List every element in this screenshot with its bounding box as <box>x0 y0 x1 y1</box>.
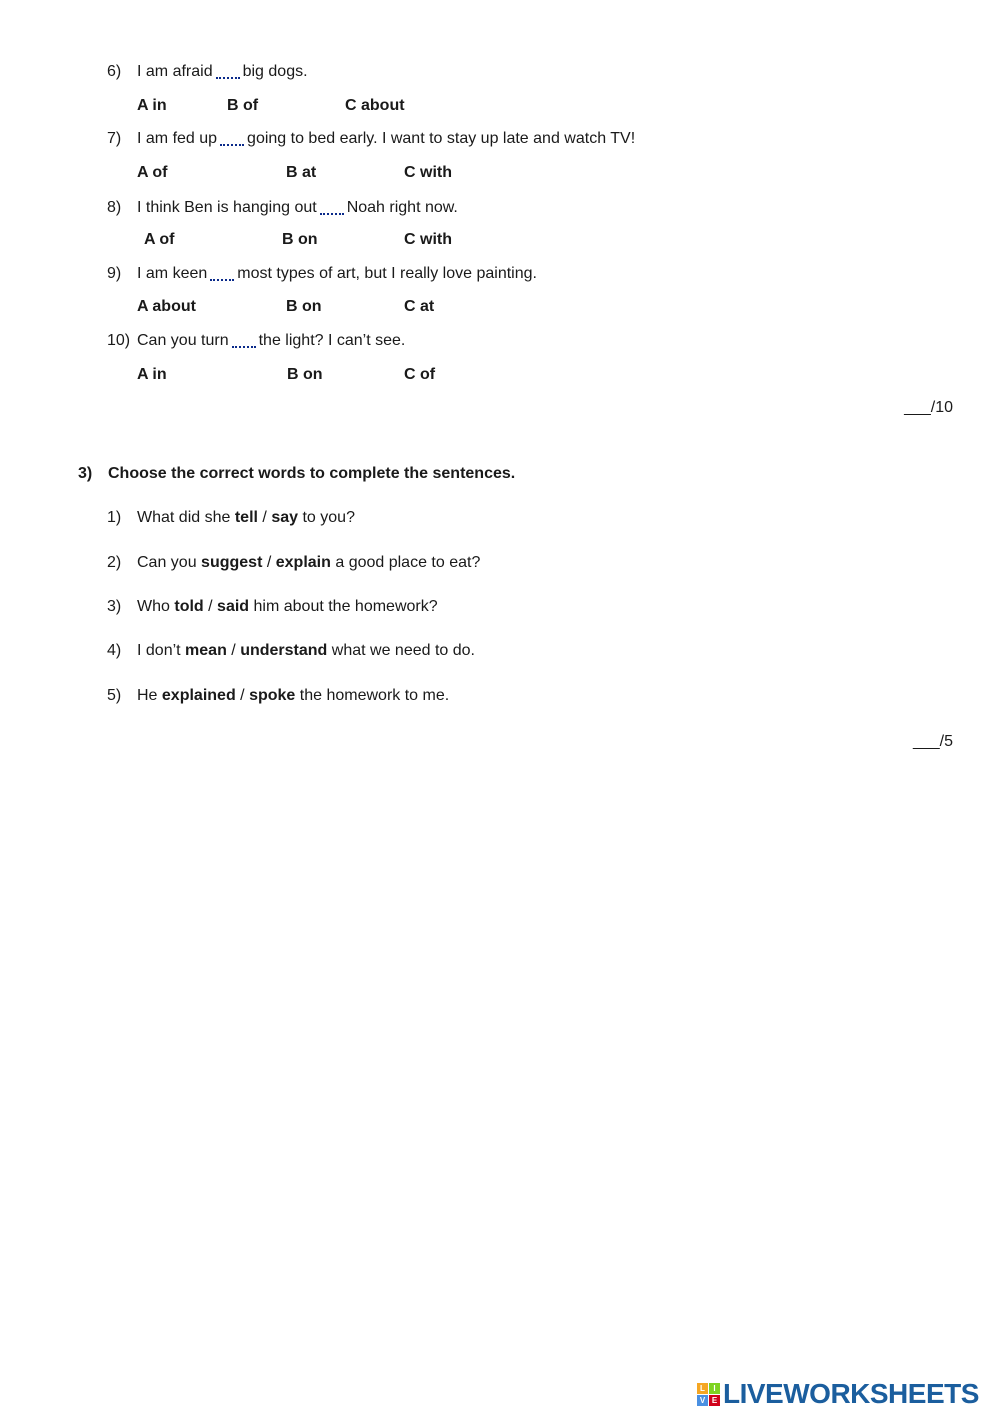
option-a[interactable]: A in <box>137 366 167 383</box>
option-a[interactable]: A of <box>144 231 175 248</box>
choice-option-1[interactable]: explained <box>161 687 236 704</box>
item-number: 1) <box>107 509 122 526</box>
option-b[interactable]: B on <box>286 298 322 315</box>
choice-option-1[interactable]: mean <box>185 642 227 659</box>
answer-blank[interactable] <box>220 130 244 146</box>
choice-option-2[interactable]: say <box>271 509 299 526</box>
option-c[interactable]: C at <box>404 298 435 315</box>
section3-score: ___/5 <box>912 733 953 750</box>
item-sentence: I don’t mean / understand what we need to do. <box>137 642 475 659</box>
question-number: 10) <box>107 332 131 349</box>
item-number: 4) <box>107 642 122 659</box>
logo-square: L <box>697 1383 708 1394</box>
logo-square: V <box>697 1395 708 1406</box>
option-a[interactable]: A of <box>137 164 168 181</box>
choice-option-1[interactable]: tell <box>234 509 258 526</box>
logo-text: LIVEWORKSHEETS <box>723 1378 979 1409</box>
option-c[interactable]: C about <box>345 97 405 114</box>
question-number: 7) <box>107 130 122 147</box>
choice-option-2[interactable]: said <box>217 598 250 615</box>
item-sentence: What did she tell / say to you? <box>137 509 355 526</box>
section2-score: ___/10 <box>904 399 953 416</box>
question-stem: I am keen most types of art, but I really love painting. <box>137 265 537 282</box>
option-b[interactable]: B on <box>282 231 318 248</box>
item-number: 3) <box>107 598 122 615</box>
logo-square: I <box>709 1383 720 1394</box>
answer-blank[interactable] <box>210 265 234 281</box>
choice-option-2[interactable]: explain <box>275 554 331 571</box>
option-c[interactable]: C with <box>404 164 452 181</box>
question-stem: Can you turn the light? I can’t see. <box>137 332 406 349</box>
option-c[interactable]: C with <box>404 231 452 248</box>
question-stem: I am fed up going to bed early. I want to stay up late and watch TV! <box>137 130 636 147</box>
liveworksheets-logo <box>697 1380 979 1408</box>
section3-heading: Choose the correct words to complete the sentences. <box>108 465 516 482</box>
answer-blank[interactable] <box>232 332 256 348</box>
option-a[interactable]: A about <box>137 298 196 315</box>
section3-number: 3) <box>78 465 93 482</box>
option-b[interactable]: B of <box>227 97 259 114</box>
question-number: 8) <box>107 199 122 216</box>
item-number: 2) <box>107 554 122 571</box>
item-sentence: He explained / spoke the homework to me. <box>137 687 450 704</box>
choice-option-1[interactable]: suggest <box>201 554 263 571</box>
item-sentence: Who told / said him about the homework? <box>137 598 438 615</box>
option-a[interactable]: A in <box>137 97 167 114</box>
answer-blank[interactable] <box>216 63 240 79</box>
option-b[interactable]: B at <box>286 164 317 181</box>
item-number: 5) <box>107 687 122 704</box>
answer-blank[interactable] <box>320 199 344 215</box>
choice-option-2[interactable]: understand <box>240 642 328 659</box>
question-number: 6) <box>107 63 122 80</box>
choice-option-2[interactable]: spoke <box>249 687 296 704</box>
question-number: 9) <box>107 265 122 282</box>
option-b[interactable]: B on <box>287 366 323 383</box>
question-stem: I think Ben is hanging out Noah right now. <box>137 199 458 216</box>
logo-square: E <box>709 1395 720 1406</box>
item-sentence: Can you suggest / explain a good place to eat? <box>137 554 481 571</box>
option-c[interactable]: C of <box>404 366 436 383</box>
logo-squares-icon <box>697 1383 720 1406</box>
choice-option-1[interactable]: told <box>174 598 204 615</box>
question-stem: I am afraid big dogs. <box>137 63 308 80</box>
